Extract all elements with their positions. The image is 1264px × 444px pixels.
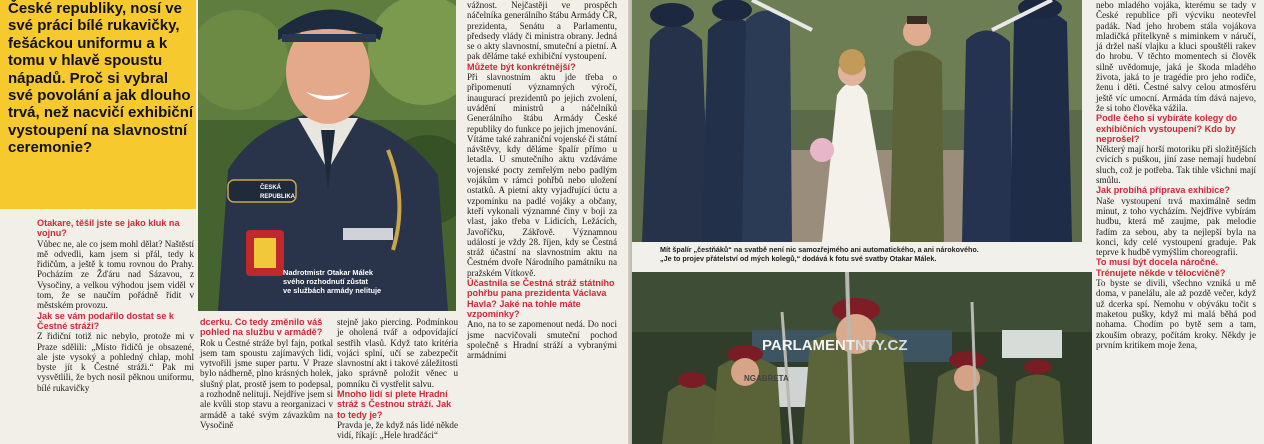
wedding-caption	[660, 245, 1040, 264]
question-heading: To musí být docela náročné. Trénujete někde v tělocvičně?	[1096, 257, 1226, 278]
question-heading: Můžete být konkrétnější?	[467, 61, 576, 72]
stage-sign	[762, 337, 908, 354]
paragraph: nebo mladého vojáka, kterému se tady v České republice při výcviku neotevřel padák. Nad jeho hrobem stála vojákova mladičká přítelkyně s miminkem v náručí, já držel naší vlajku a kluci spouštěli rakev do hrobu. V těchto momentech si člověk silně uvědomuje, jaká je škoda mladého života, jaká to je tragédie pro jeho rodiče, ženu i děti. Čestné salvy celou atmosféru ještě víc umocní. Armáda tím dává najevo, že si toho člověka vážila.	[1096, 0, 1256, 113]
paragraph: Rok u Čestné stráže byl fajn, potkal jsem tam spoustu zajímavých lidí, vytvořili jsme super partu. V Praze bylo nádherně, plno krásných holek, slušný plat, prostě jsem to podepsal, a rozhodně nelituji. Nejdříve jsem si ale kvůli stop stavu a reorganizaci v armádě a také svým závazkům na Vysočině	[200, 337, 333, 430]
paragraph: Vůbec ne, ale co jsem mohl dělat? Naštěstí mě odvedli, kam jsem si přál, tedy k řidičům, a ještě k tomu rovnou do Prahy. Pocházím ze Žďáru nad Sázavou, z Vysočiny, a velkou výhodou jsem viděl v tom, že se naučím pořádně řídit v městském provozu.	[37, 238, 194, 311]
caption-line: ve službách armády nelituje	[283, 286, 382, 295]
intro-text: České republiky, nosí ve své práci bílé rukavičky, fešáckou uniformu a k tomu v hlavě spoustu nápadů. Proč si vybral své povolání a jak dlouho trvá, než nacvičí exhibiční vystoupení na slavnostní ceremonie?	[8, 0, 194, 157]
paragraph: Z řidiční totiž nic nebylo, protože mi v Praze sdělili: „Místo řidičů je obsazené, ale jste vysoký a pohledný chlap, mohl byste jít k Čestné stráži.“ Pak mi vysvětlili, že bych nosil pěknou uniformu, bílé rukavičky	[37, 331, 194, 393]
question-heading: Jak se vám podařilo dostat se k Čestné stráži?	[37, 310, 174, 331]
column-5	[1096, 0, 1256, 350]
parade-photo	[632, 272, 1092, 444]
question-heading: dcerku. Co tedy změnilo váš pohled na službu v armádě?	[200, 317, 323, 338]
right-page	[632, 0, 1264, 444]
paragraph: Při slavnostním aktu jde třeba o připomenutí významných výročí, inaugurací prezidentů po jejich zvolení, uvádění ministrů a náčelníků Generálního štábu Armády České republiky do funkce po jejich jmenování. Vítáme také zahraniční vojenské či státní návštěvy, kdy děláme špalír přímo u letadla. U smutečního aktu vzdáváme vojenské pocty zemřelým nebo padlým vojákům v rámci pohřbů nebo uložení ostatků. A pietní akty vyjadřující úctu a vzpomínku na padlé vojáky a občany, kteří vykonali významné činy v boji za vlast, jako třeba v Lidicích, Ležácích, Javoříčku, Zákřově. Významnou událostí je vždy 28. říjen, kdy se Čestná stráž účastní na slavnostním aktu na Čestném dvoře Národního památníku na pražském Vítkově.	[467, 72, 618, 278]
stage-sign-left: NGABRETA	[744, 374, 789, 383]
question-heading: Jak probíhá příprava exhibice?	[1096, 185, 1230, 196]
portrait-caption	[283, 268, 453, 295]
wedding-photo	[632, 0, 1082, 242]
question-heading: Mnoho lidí si plete Hradní stráž s Čestnou stráží. Jak to tedy je?	[337, 389, 452, 420]
caption-line: Mít špalír „čestňáků“ na svatbě není nic samozřejmého ani automatického, a ani nárokového.	[660, 245, 979, 254]
question-heading: Otakare, těšil jste se jako kluk na vojnu?	[37, 218, 180, 239]
column-2	[200, 317, 333, 430]
caption-line: Nadrotmistr Otakar Málek	[283, 268, 373, 277]
stage-sign-text: PARLAMENT	[762, 337, 856, 354]
paragraph: To byste se divili, všechno vzniká u mě doma, v panelálu, ale až pozdě večer, když už dcerka spí. Nemohu v obýváku točit s maketou pušky, když mi malá běhá pod nohama. Chodím po bytě sem a tam, zkouším obrazy, počítám kroky. Někdy je prvním kritikem moje žena,	[1096, 278, 1256, 350]
column-4	[467, 0, 617, 360]
paragraph: stejně jako piercing. Podmínkou je oholená tvář a odpovídající sestřih vlasů. Když tato kritéria vojáci splní, učí se zabezpečit slavnostní akt i takové záležitosti jako správně položit věnec u pomníku či vystřelit salvu.	[337, 317, 458, 389]
column-1	[37, 218, 194, 393]
caption-line: „Je to projev přátelství od mých kolegů,“ dodává k fotu své svatby Otakar Málek.	[660, 254, 937, 264]
caption-line: svého rozhodnutí zůstat	[283, 277, 368, 286]
column-3	[337, 317, 458, 441]
paragraph: Naše vystoupení trvá maximálně sedm minut, z toho vycházím. Nejdříve vybírám hudbu, která mě zaujme, pak melodie řadím za sebou, aby ta nejlepší byla na konci, kdy celé vystoupení graduje. Pak teprve k hudbě vymýšlím choreografii.	[1096, 195, 1256, 258]
paragraph: vážnost. Nejčastěji ve prospěch náčelníka generálního štábu Armády ČR, prezidenta, Senátu a Parlamentu, předsedy vlády či ministra obrany. Jedná se o akty slavnostní, smuteční a pietní. A pak děláme také exhibiční vystoupení.	[467, 0, 617, 62]
paragraph: Pravda je, že když nás lidé někde vidí, říkají: „Hele hradčáci“	[337, 419, 458, 441]
question-heading: Podle čeho si vybíráte kolegy do exhibičních vystoupení? Kdo by neprošel?	[1096, 113, 1237, 144]
badge-text: ČESKÁ REPUBLIKA	[260, 185, 296, 200]
stage-sign-suffix: NTY.CZ	[855, 337, 908, 354]
paragraph: Některý mají horší motoriku při složitějších cvicích s puškou, jiní zase nemají hudební sluch, což je potřeba. Tak tihle všichni mají smůlu.	[1096, 144, 1256, 186]
question-heading: Účastnila se Čestná stráž státního pohřbu pana prezidenta Václava Havla? Jaké na tohle máte vzpomínky?	[467, 278, 615, 319]
paragraph: Ano, na to se zapomenout nedá. Do noci jsme nacvičovali smuteční pochod společně s Hradní stráží a vybranými armádními	[467, 319, 617, 361]
portrait-photo	[198, 0, 456, 311]
